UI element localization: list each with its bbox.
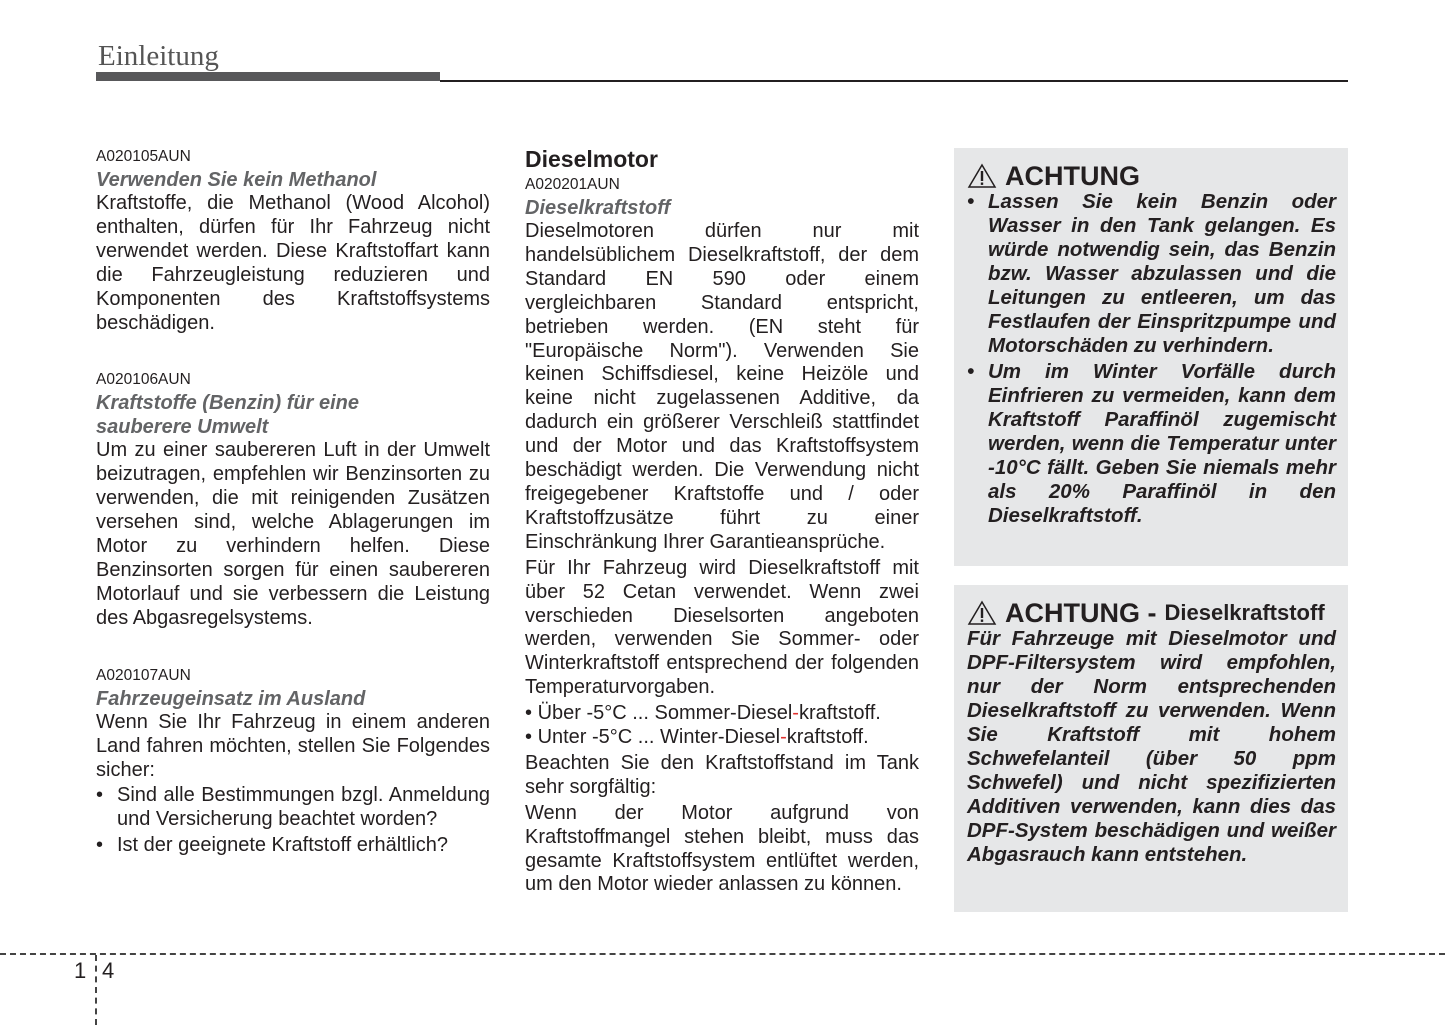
paragraph: Wenn Sie Ihr Fahrzeug in einem anderen Land fahren möchten, stellen Sie Folgendes sicher: xyxy=(96,710,490,781)
warning-subtitle: Dieselkraftstoff xyxy=(1164,600,1325,625)
header-bar xyxy=(96,72,440,81)
title-line: sauberere Umwelt xyxy=(96,416,269,439)
warning-title xyxy=(967,597,1336,629)
warning-text: Für Fahrzeuge mit Dieselmotor und DPF-Filtersystem wird empfohlen, nur der Norm entsprechenden Dieselkraftstoff zu verwenden. Wenn Sie Kraftstoff mit hohem Schwefelanteil (über 50 ppm Schwefel) und nicht spezifizierten Additiven verwenden, kann dies das DPF-System beschädigen und weißer Abgasrauch kann entstehen. xyxy=(967,627,1336,866)
item-text: kraftstoff. xyxy=(798,702,881,725)
warning-title xyxy=(967,160,1336,192)
chapter-number: 1 xyxy=(74,958,87,983)
section-heading: Dieselmotor xyxy=(525,146,658,172)
list-item: • Um im Winter Vorfälle durch Einfrieren zu vermeiden, kann dem Kraftstoff Paraffinöl zugemischt werden, wenn die Temperatur unter -10°C fällt. Geben Sie niemals mehr als 20% Paraffinöl in den Dieselkraftstoff. xyxy=(967,360,1336,528)
footer-rule xyxy=(0,953,1445,955)
list-item: • Über -5°C ... Sommer-Diesel-kraftstoff. xyxy=(525,702,881,725)
list-item: • Sind alle Bestimmungen bzgl. Anmeldung und Versicherung beachtet worden? xyxy=(96,784,490,832)
warning-list xyxy=(967,190,1336,528)
subsection-title: Dieselkraftstoff xyxy=(525,197,671,219)
column-middle xyxy=(525,146,919,899)
subsection-title: Verwenden Sie kein Methanol xyxy=(96,169,377,191)
section-code: A020201AUN xyxy=(525,176,620,193)
paragraph: Kraftstoffe, die Methanol (Wood Alcohol) enthalten, dürfen für Ihr Fahrzeug nicht verwendet werden. Diese Kraftstoffart kann die Fahrzeugleistung reduzieren und Komponenten des Kraftstoffsystems beschädigen. xyxy=(96,192,490,334)
item-text: kraftstoff. xyxy=(786,726,869,749)
list-item: • Ist der geeignete Kraftstoff erhältlich? xyxy=(96,834,490,858)
list-item: • Lassen Sie kein Benzin oder Wasser in den Tank gelangen. Es würde notwendig sein, das Benzin bzw. Wasser abzulassen und die Leitungen zu entleeren, um das Festlaufen der Einspritzpumpe und Motorschäden zu verhindern. xyxy=(967,190,1336,358)
header-rule xyxy=(440,80,1348,82)
section-code: A020107AUN xyxy=(96,666,191,684)
warning-triangle-icon xyxy=(967,600,997,626)
hyphen: - xyxy=(780,726,787,749)
paragraph: Beachten Sie den Kraftstoffstand im Tank sehr sorgfältig: xyxy=(525,751,919,798)
bullet-list xyxy=(96,784,490,858)
item-text: Unter -5°C ... Winter-Diesel xyxy=(537,726,781,749)
paragraph: Um zu einer saubereren Luft in der Umwelt beizutragen, empfehlen wir Benzinsorten zu verwenden, die mit reinigenden Zusätzen versehen sind, welche Ablagerungen im Motor zu verhindern helfen. Diese Benzinsorten sorgen für einen saubereren Motorlauf und sie verbessern die Leistung des Abgasregelsystems. xyxy=(96,439,490,629)
list-item: • Unter -5°C ... Winter-Diesel-kraftstoff. xyxy=(525,726,869,749)
footer-divider xyxy=(95,955,97,1025)
warning-box xyxy=(954,148,1348,566)
item-text: Über -5°C ... Sommer-Diesel xyxy=(537,702,793,725)
paragraph: Dieselmotoren dürfen nur mit handelsüblichem Dieselkraftstoff, der dem Standard EN 590 oder einem vergleichbaren Standard entspricht, betrieben werden. (EN steht für "Europäische Norm"). Verwenden Sie keinen Schiffsdiesel, keine Heizöle und keine nicht zugelassenen Additive, da dadurch ein größerer Verschleiß stattfindet und der Motor und das Kraftstoffsystem beschädigt werden. Die Verwendung nicht freigegebener Kraftstoffe und / oder Kraftstoffzusätze führt zu einer Einschränkung Ihrer Garantieansprüche. xyxy=(525,220,919,553)
warning-triangle-icon xyxy=(967,163,997,189)
paragraph: Für Ihr Fahrzeug wird Dieselkraftstoff mit über 52 Cetan verwendet. Wenn zwei verschieden Dieselsorten angeboten werden, verwenden Sie Sommer- oder Winterkraftstoff entsprechend der folgenden Temperaturvorgaben. xyxy=(525,556,919,699)
section-title: Einleitung xyxy=(98,40,219,72)
section-code: A020105AUN xyxy=(96,148,191,165)
section-code: A020106AUN xyxy=(96,371,191,389)
warning-label: ACHTUNG xyxy=(1005,161,1140,191)
hyphen: - xyxy=(792,702,799,725)
title-line: Kraftstoffe (Benzin) für eine xyxy=(96,392,359,415)
page-number: 4 xyxy=(102,958,115,983)
subsection-title xyxy=(96,391,490,439)
subsection-title: Fahrzeugeinsatz im Ausland xyxy=(96,687,366,710)
column-left xyxy=(96,146,490,860)
warning-label: ACHTUNG - xyxy=(1005,598,1157,628)
paragraph: Wenn der Motor aufgrund von Kraftstoffmangel stehen bleibt, muss das gesamte Kraftstoffsystem entlüftet werden, um den Motor wieder anlassen zu können. xyxy=(525,801,919,896)
warning-box-diesel xyxy=(954,585,1348,912)
